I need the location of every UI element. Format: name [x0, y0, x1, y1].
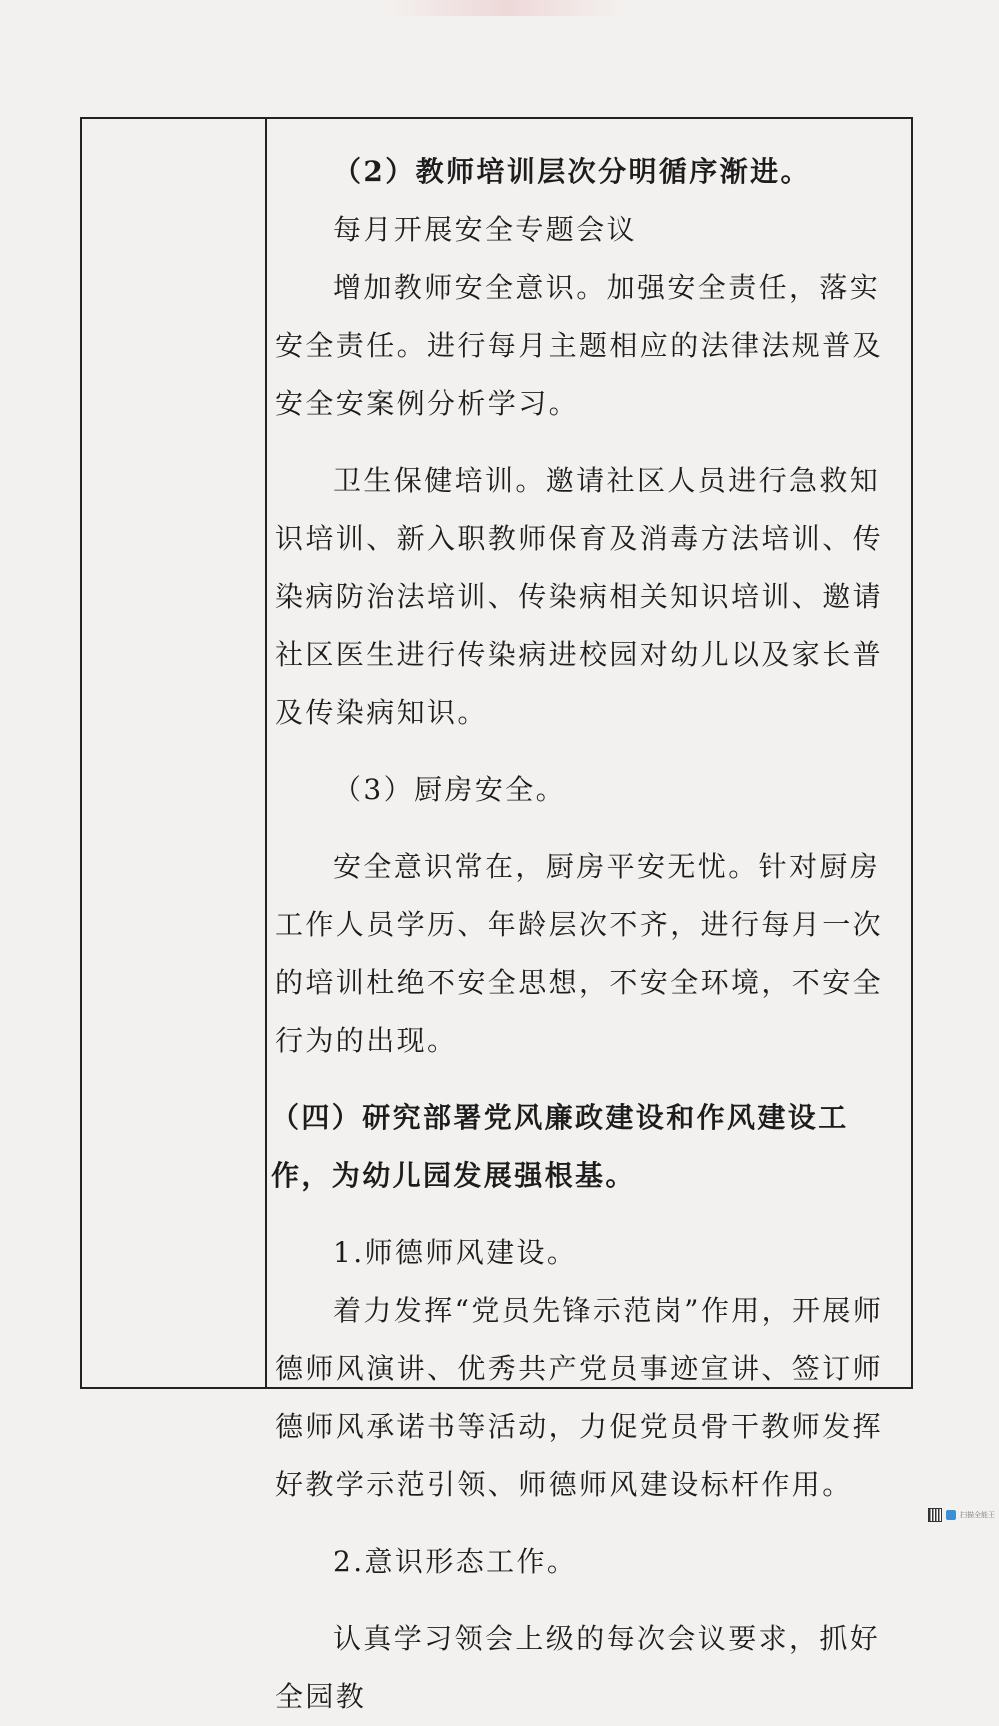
scanner-watermark — [928, 1508, 995, 1522]
paragraph-health-training: 卫生保健培训。邀请社区人员进行急救知识培训、新入职教师保育及消毒方法培训、传染病防治法培训、传染病相关知识培训、邀请社区医生进行传染病进校园对幼儿以及家长普及传染病知识。 — [275, 464, 884, 729]
heading-teacher-ethics: 1.师德师风建设。 — [333, 1236, 578, 1269]
stamp-bleed-mark — [385, 0, 625, 16]
paragraph-safety-awareness: 增加教师安全意识。加强安全责任，落实安全责任。进行每月主题相应的法律法规普及安全安案例分析学习。 — [275, 271, 884, 420]
paragraph-monthly-safety-meeting: 每月开展安全专题会议 — [333, 213, 638, 246]
document-table — [80, 117, 913, 1713]
qr-code-icon — [928, 1508, 942, 1522]
table-label-column — [82, 119, 267, 1387]
watermark-text: 扫描全能王 — [960, 1511, 995, 1519]
heading-teacher-training: （2）教师培训层次分明循序渐进。 — [333, 155, 811, 188]
heading-ideology-work: 2.意识形态工作。 — [333, 1545, 578, 1578]
heading-party-conduct: （四）研究部署党风廉政建设和作风建设工作，为幼儿园发展强根基。 — [271, 1101, 849, 1192]
paragraph-ideology-work: 认真学习领会上级的每次会议要求，抓好全园教 — [275, 1622, 881, 1713]
paragraph-kitchen-safety: 安全意识常在，厨房平安无忧。针对厨房工作人员学历、年龄层次不齐，进行每月一次的培训杜绝不安全思想，不安全环境，不安全行为的出现。 — [275, 850, 884, 1057]
paragraph-teacher-ethics: 着力发挥“党员先锋示范岗”作用，开展师德师风演讲、优秀共产党员事迹宣讲、签订师德师风承诺书等活动，力促党员骨干教师发挥好教学示范引领、师德师风建设标杆作用。 — [275, 1294, 884, 1501]
table-content-cell — [269, 119, 911, 1713]
heading-kitchen-safety: （3）厨房安全。 — [333, 773, 567, 806]
scanner-logo-icon — [946, 1510, 956, 1520]
